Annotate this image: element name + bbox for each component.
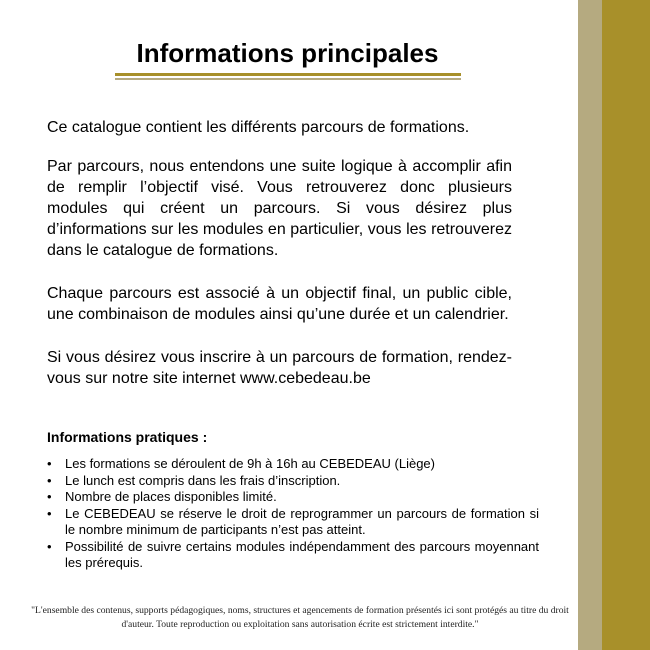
copyright-notice: "L'ensemble des contenus, supports pédagogiques, noms, structures et agencements de formation présentés ici sont protégés au titre du droit d'auteur. Toute reproduction ou exploitation sans autorisation écrite est strictement interdite." — [31, 605, 569, 630]
bullet-icon: • — [47, 505, 52, 521]
list-item-text: Le lunch est compris dans les frais d’inscription. — [65, 472, 341, 488]
bullet-icon: • — [47, 538, 52, 554]
list-item — [47, 456, 539, 473]
bullet-icon: • — [47, 472, 52, 488]
side-stripe-light — [578, 0, 602, 650]
list-item — [47, 539, 539, 572]
list-item-text: Possibilité de suivre certains modules indépendamment des parcours moyennant les prérequis. — [65, 538, 539, 570]
side-stripe-dark — [602, 0, 650, 650]
practical-info-heading: Informations pratiques : — [47, 429, 208, 445]
inscription-paragraph: Si vous désirez vous inscrire à un parcours de formation, rendez-vous sur notre site internet www.cebedeau.be — [47, 349, 512, 387]
list-item-text: Le CEBEDEAU se réserve le droit de reprogrammer un parcours de formation si le nombre minimum de participants n’est pas atteint. — [65, 505, 539, 537]
list-item — [47, 473, 539, 490]
list-item — [47, 489, 539, 506]
bullet-icon: • — [47, 489, 52, 504]
bullet-icon: • — [47, 456, 52, 471]
title-underline-gold — [115, 73, 461, 76]
parcours-details-paragraph: Chaque parcours est associé à un objectif final, un public cible, une combinaison de modules ainsi qu’une durée et un calendrier. — [47, 285, 512, 323]
parcours-definition-paragraph: Par parcours, nous entendons une suite logique à accomplir afin de remplir l’objectif visé. Vous retrouverez donc plusieurs modules qui créent un parcours. Si vous désirez plus d’informations sur les modules en particulier, vous les retrouverez dans le catalogue de formations. — [47, 158, 512, 259]
intro-paragraph: Ce catalogue contient les différents parcours de formations. — [47, 119, 470, 136]
title-underline-light — [115, 78, 461, 80]
page-title: Informations principales — [136, 38, 439, 68]
list-item — [47, 506, 539, 539]
practical-info-list — [47, 456, 539, 572]
list-item-text: Les formations se déroulent de 9h à 16h au CEBEDEAU (Liège) — [65, 456, 435, 471]
list-item-text: Nombre de places disponibles limité. — [65, 489, 277, 504]
